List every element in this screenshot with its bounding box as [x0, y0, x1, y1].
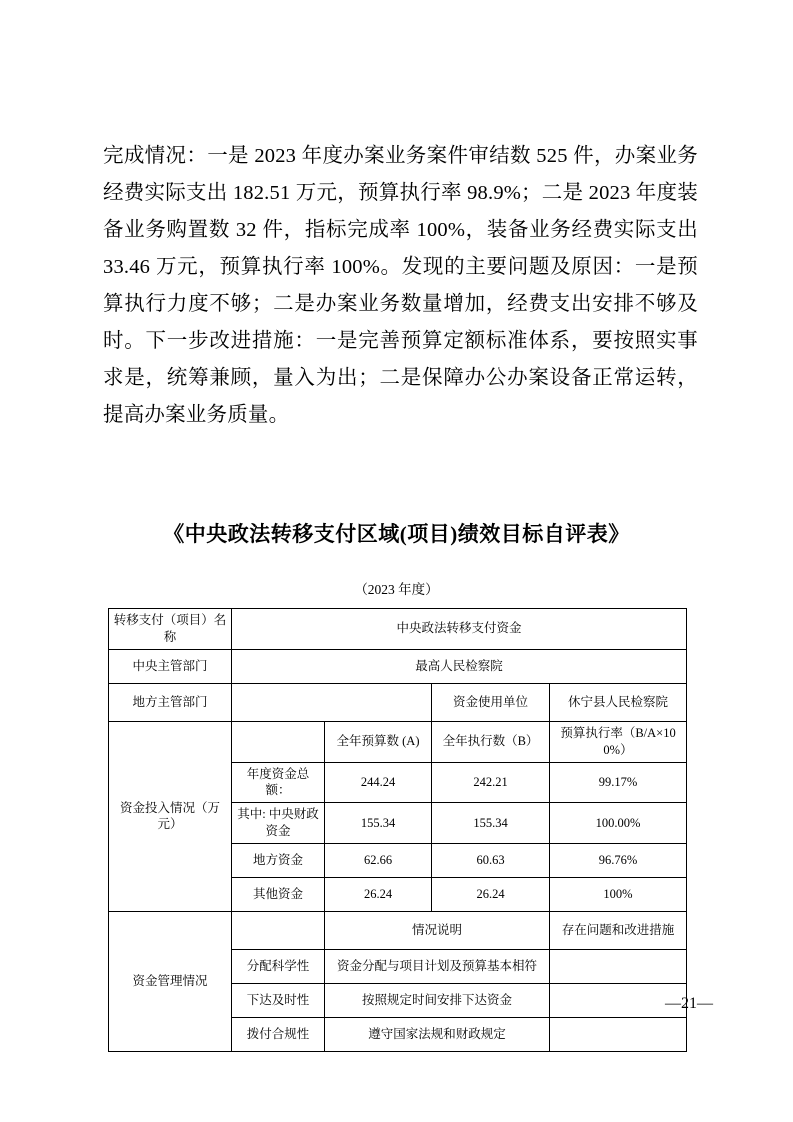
fund-row-executed: 60.63: [432, 844, 550, 878]
fund-row-budget: 26.24: [325, 878, 432, 912]
mgmt-row-problems: [550, 950, 687, 984]
fund-mgmt-label: 资金管理情况: [109, 912, 232, 1052]
fund-input-blank: [232, 721, 325, 762]
page-subtitle: （2023 年度）: [354, 582, 439, 597]
table-row: [109, 912, 687, 950]
col-rate-header: 预算执行率（B/A×100%）: [550, 721, 687, 762]
local-dept-label: 地方主管部门: [109, 683, 232, 721]
fund-row-executed: 242.21: [432, 762, 550, 803]
mgmt-row-situation: 资金分配与项目计划及预算基本相符: [325, 950, 550, 984]
col-situation-header: 情况说明: [325, 912, 550, 950]
fund-row-budget: 155.34: [325, 803, 432, 844]
table-row: [109, 649, 687, 683]
fund-row-label: 地方资金: [232, 844, 325, 878]
fund-row-rate: 100%: [550, 878, 687, 912]
page-title: 《中央政法转移支付区域(项目)绩效目标自评表》: [163, 522, 630, 546]
mgmt-row-situation: 遵守国家法规和财政规定: [325, 1018, 550, 1052]
col-budget-header: 全年预算数 (A): [325, 721, 432, 762]
fund-row-rate: 96.76%: [550, 844, 687, 878]
fund-row-label: 其他资金: [232, 878, 325, 912]
table-row: [109, 683, 687, 721]
fund-row-executed: 155.34: [432, 803, 550, 844]
mgmt-row-label: 下达及时性: [232, 984, 325, 1018]
mgmt-row-problems: [550, 1018, 687, 1052]
fund-user-label: 资金使用单位: [432, 683, 550, 721]
mgmt-row-label: 分配科学性: [232, 950, 325, 984]
fund-user-value: 休宁县人民检察院: [550, 683, 687, 721]
fund-row-label: 年度资金总额：: [232, 762, 325, 803]
fund-row-rate: 99.17%: [550, 762, 687, 803]
fund-row-rate: 100.00%: [550, 803, 687, 844]
fund-row-budget: 62.66: [325, 844, 432, 878]
central-dept-value: 最高人民检察院: [232, 649, 687, 683]
performance-table: [108, 608, 687, 1052]
transfer-name-label: 转移支付（项目）名称: [109, 609, 232, 650]
central-dept-label: 中央主管部门: [109, 649, 232, 683]
mgmt-row-label: 拨付合规性: [232, 1018, 325, 1052]
col-problems-header: 存在问题和改进措施: [550, 912, 687, 950]
fund-row-label: 其中: 中央财政资金: [232, 803, 325, 844]
page-number: —21—: [665, 995, 713, 1012]
transfer-name-value: 中央政法转移支付资金: [232, 609, 687, 650]
body-paragraph: 完成情况：一是 2023 年度办案业务案件审结数 525 件，办案业务经费实际支出 182.51 万元，预算执行率 98.9%；二是 2023 年度装备业务购置数 32 件，指标完成率 100%，装备业务经费实际支出 33.46 万元，预算执行率 100%。发现的主要问题及原因：一是预算执行力度不够；二是办案业务数量增加，经费支出安排不够及时。下一步改进措施：一是完善预算定额标准体系，要按照实事求是，统筹兼顾，量入为出；二是保障办公办案设备正常运转，提高办案业务质量。: [103, 145, 698, 426]
mgmt-row-situation: 按照规定时间安排下达资金: [325, 984, 550, 1018]
table-row: [109, 609, 687, 650]
local-dept-value: [232, 683, 432, 721]
fund-input-label: 资金投入情况（万元）: [109, 721, 232, 911]
col-executed-header: 全年执行数（B）: [432, 721, 550, 762]
table-row: [109, 721, 687, 762]
fund-row-budget: 244.24: [325, 762, 432, 803]
fund-row-executed: 26.24: [432, 878, 550, 912]
fund-mgmt-blank: [232, 912, 325, 950]
